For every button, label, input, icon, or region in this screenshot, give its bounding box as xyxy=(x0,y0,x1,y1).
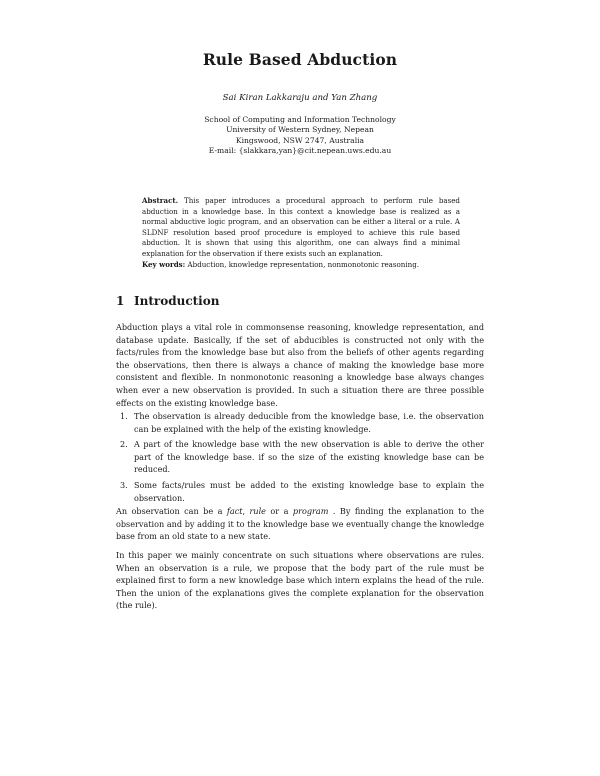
affiliation-line: Kingswood, NSW 2747, Australia xyxy=(235,135,365,145)
list-item xyxy=(116,479,484,504)
list-marker: 3. xyxy=(120,479,128,490)
abstract-label: Abstract. xyxy=(142,196,179,205)
section-number: 1 xyxy=(116,294,125,308)
paper-title: Rule Based Abduction xyxy=(202,50,398,69)
text-run: . By finding the explanation to the observation and by adding it to the knowledge base we eventually change the knowledge base from an old state to a new state. xyxy=(116,506,484,542)
affiliation-line: University of Western Sydney, Nepean xyxy=(226,125,374,135)
affiliation-email: E-mail: {slakkara,yan}@cit.nepean.uws.edu.au xyxy=(208,146,392,156)
list-item xyxy=(116,410,484,435)
emph-program: program xyxy=(292,506,329,516)
abstract-text: This paper introduces a procedural approach to perform rule based abduction in a knowledge base. In this context a knowledge base is realized as a normal abductive logic program, and an observation can be either a literal or a rule. A SLDNF resolution based proof procedure is employed to achieve this rule based abduction. It is shown that using this algorithm, one can always find a minimal explanation for the observation if there exists such an explanation. xyxy=(142,196,460,258)
list-item-text: The observation is already deducible from the knowledge base, i.e. the observation can be explained with the help of the existing knowledge. xyxy=(134,411,484,434)
text-run: or a xyxy=(265,506,293,516)
rule-paragraph xyxy=(116,549,484,612)
list-item-text: Some facts/rules must be added to the existing knowledge base to explain the observation. xyxy=(134,479,484,503)
list-item xyxy=(116,438,484,476)
section-title: Introduction xyxy=(134,294,220,308)
rule-text: In this paper we mainly concentrate on such situations where observations are rules. When an observation is a rule, we propose that the body part of the rule must be explained first to form a new knowledge base which intern explains the head of the rule. Then the union of the explanations gives the complete explanation for the observation (the rule). xyxy=(116,550,484,611)
paper-authors: Sai Kiran Lakkaraju and Yan Zhang xyxy=(222,93,378,103)
text-run: , xyxy=(242,506,250,516)
effects-list xyxy=(116,410,484,507)
intro-text: Abduction plays a vital role in commonsense reasoning, knowledge representation, and database update. Basically, if the set of abducibles is constructed not only with the facts/rules from the knowledge base but also from the beliefs of other agents regarding the observations, then there is always a chance of making the knowledge base more consistent and flexible. In nonmonotonic reasoning a knowledge base always changes when ever a new observation is provided. In such a situation there are three possible effects on the existing knowledge base. xyxy=(116,322,484,408)
list-item-text: A part of the knowledge base with the new observation is able to derive the other part of the knowledge base. if so the size of the existing knowledge base can be reduced. xyxy=(134,439,484,475)
keywords-text: Abduction, knowledge representation, nonmonotonic reasoning. xyxy=(187,259,419,269)
abstract-block xyxy=(142,196,460,270)
section-heading xyxy=(116,294,219,308)
list-marker: 2. xyxy=(120,439,128,450)
observation-text xyxy=(116,505,484,543)
text-run: An observation can be a xyxy=(116,506,227,516)
abstract-paragraph xyxy=(142,196,460,260)
affiliation-line: School of Computing and Information Technology xyxy=(204,115,396,124)
intro-paragraph xyxy=(116,321,484,409)
emph-rule: rule xyxy=(249,506,266,516)
affiliation-block xyxy=(0,115,600,157)
keywords-label: Key words: xyxy=(142,259,186,269)
observation-paragraph xyxy=(116,505,484,543)
list-marker: 1. xyxy=(120,411,128,421)
emph-fact: fact xyxy=(226,506,243,516)
keywords-paragraph xyxy=(142,260,460,271)
